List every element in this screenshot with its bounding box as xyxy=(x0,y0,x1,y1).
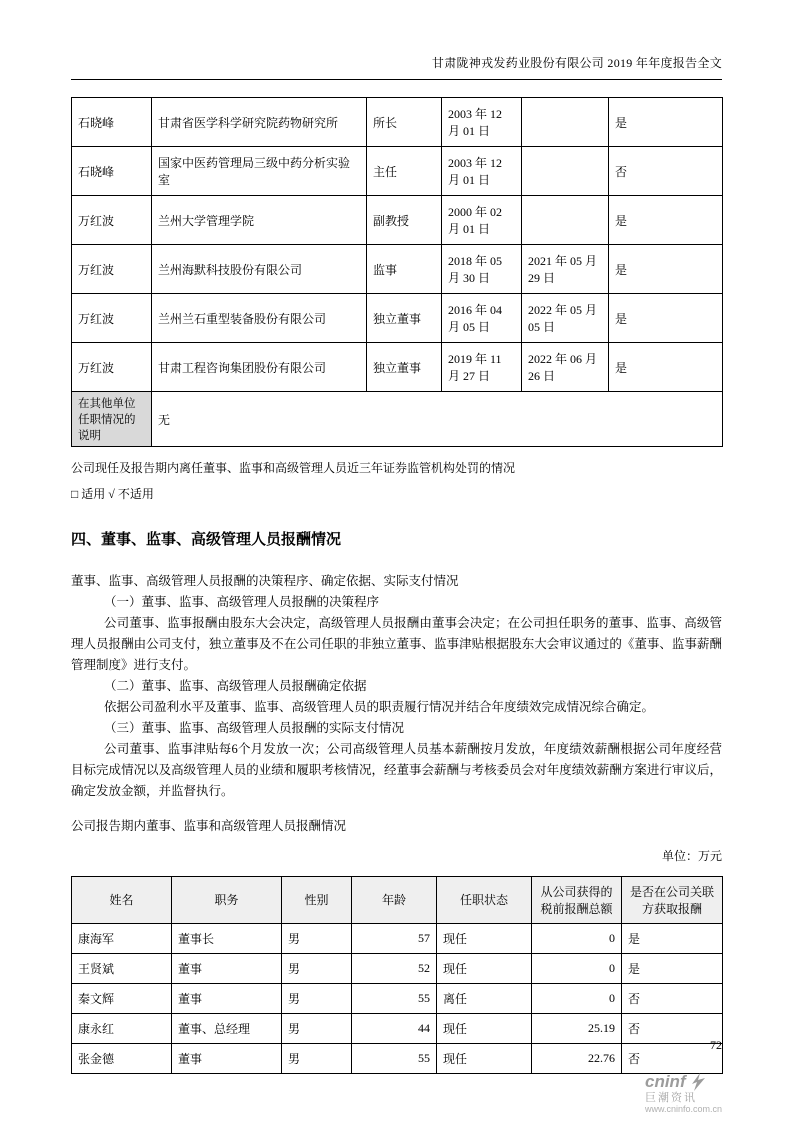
cell-name: 康永红 xyxy=(72,1013,172,1043)
table-row xyxy=(72,923,723,953)
section-heading: 四、董事、监事、高级管理人员报酬情况 xyxy=(71,532,342,548)
cell-pretax-pay: 0 xyxy=(532,983,622,1013)
cell-pretax-pay: 22.76 xyxy=(532,1043,622,1073)
cell-end-date: 2022 年 06 月 26 日 xyxy=(522,343,609,392)
report-header: 甘肃陇神戎发药业股份有限公司 2019 年年度报告全文 xyxy=(71,0,722,80)
cell-org: 甘肃工程咨询集团股份有限公司 xyxy=(152,343,367,392)
logo-lightning-icon xyxy=(690,1073,706,1091)
note-value: 无 xyxy=(152,392,723,447)
cell-end-date: 2022 年 05 月 05 日 xyxy=(522,294,609,343)
cell-name: 张金德 xyxy=(72,1043,172,1073)
cell-status: 现任 xyxy=(437,923,532,953)
unit-label: 单位：万元 xyxy=(661,848,722,863)
table-row xyxy=(72,983,723,1013)
cell-position: 董事 xyxy=(172,1043,282,1073)
cell-related-party-pay: 否 xyxy=(622,1013,723,1043)
cell-name: 万红波 xyxy=(72,245,152,294)
subitem-3-body: 公司董事、监事津贴每6个月发放一次；公司高级管理人员基本薪酬按月发放，年度绩效薪酬根据公司年度经营目标完成情况以及高级管理人员的业绩和履职考核情况，经董事会薪酬与考核委员会对年度绩效薪酬方案进行审议后，确定发放金额，并监督执行。 xyxy=(71,742,722,798)
table-row-note xyxy=(72,392,723,447)
cell-paid: 是 xyxy=(609,343,723,392)
subitem-1-body: 公司董事、监事报酬由股东大会决定，高级管理人员报酬由董事会决定；在公司担任职务的董事、监事、高级管理人员报酬由公司支付，独立董事及不在公司任职的非独立董事、监事津贴根据股东大会审议通过的《董事、监事薪酬管理制度》进行支付。 xyxy=(71,616,722,672)
cell-position: 董事 xyxy=(172,983,282,1013)
cell-age: 44 xyxy=(352,1013,437,1043)
cell-age: 55 xyxy=(352,983,437,1013)
applicable-checkline: □ 适用 √ 不适用 xyxy=(71,487,154,501)
col-header-age: 年龄 xyxy=(352,876,437,923)
cell-paid: 是 xyxy=(609,294,723,343)
compensation-table xyxy=(71,876,723,1074)
cell-name: 石晓峰 xyxy=(72,147,152,196)
section-intro: 董事、监事、高级管理人员报酬的决策程序、确定依据、实际支付情况 xyxy=(71,574,459,588)
table-row xyxy=(72,98,723,147)
cell-name: 王贤斌 xyxy=(72,953,172,983)
cell-start-date: 2018 年 05 月 30 日 xyxy=(442,245,522,294)
col-header-pretax-pay: 从公司获得的税前报酬总额 xyxy=(532,876,622,923)
cell-end-date xyxy=(522,98,609,147)
cell-status: 现任 xyxy=(437,953,532,983)
cell-position: 董事、总经理 xyxy=(172,1013,282,1043)
page-number: 72 xyxy=(710,1038,722,1052)
subitem-2-label: （二）董事、监事、高级管理人员报酬确定依据 xyxy=(104,679,367,693)
cell-title: 副教授 xyxy=(367,196,442,245)
cell-gender: 男 xyxy=(282,1043,352,1073)
cell-name: 康海军 xyxy=(72,923,172,953)
subitem-2-body: 依据公司盈利水平及董事、监事、高级管理人员的职责履行情况并结合年度绩效完成情况综合确定。 xyxy=(104,700,655,714)
cell-org: 甘肃省医学科学研究院药物研究所 xyxy=(152,98,367,147)
cell-name: 石晓峰 xyxy=(72,98,152,147)
cell-end-date: 2021 年 05 月 29 日 xyxy=(522,245,609,294)
cell-title: 监事 xyxy=(367,245,442,294)
cell-start-date: 2019 年 11 月 27 日 xyxy=(442,343,522,392)
cell-paid: 否 xyxy=(609,147,723,196)
cell-org: 兰州海默科技股份有限公司 xyxy=(152,245,367,294)
cell-start-date: 2016 年 04 月 05 日 xyxy=(442,294,522,343)
cell-status: 离任 xyxy=(437,983,532,1013)
cell-name: 万红波 xyxy=(72,196,152,245)
cell-status: 现任 xyxy=(437,1013,532,1043)
cell-gender: 男 xyxy=(282,953,352,983)
cell-age: 57 xyxy=(352,923,437,953)
col-header-related-party-pay: 是否在公司关联方获取报酬 xyxy=(622,876,723,923)
cell-paid: 是 xyxy=(609,196,723,245)
cell-org: 国家中医药管理局三级中药分析实验室 xyxy=(152,147,367,196)
logo-chinese-name: 巨潮资讯 xyxy=(645,1091,697,1104)
col-header-name: 姓名 xyxy=(72,876,172,923)
cell-title: 独立董事 xyxy=(367,343,442,392)
cell-start-date: 2003 年 12 月 01 日 xyxy=(442,98,522,147)
cell-related-party-pay: 否 xyxy=(622,1043,723,1073)
penalty-note: 公司现任及报告期内离任董事、监事和高级管理人员近三年证券监管机构处罚的情况 xyxy=(71,461,516,475)
cell-pretax-pay: 0 xyxy=(532,953,622,983)
cell-title: 所长 xyxy=(367,98,442,147)
positions-table xyxy=(71,97,723,447)
cell-paid: 是 xyxy=(609,245,723,294)
table-row xyxy=(72,1013,723,1043)
cell-end-date xyxy=(522,196,609,245)
cell-title: 独立董事 xyxy=(367,294,442,343)
cninfo-logo xyxy=(645,1072,775,1115)
table-row xyxy=(72,245,723,294)
cell-position: 董事 xyxy=(172,953,282,983)
col-header-gender: 性别 xyxy=(282,876,352,923)
logo-url: www.cninfo.com.cn xyxy=(645,1104,723,1115)
table-row xyxy=(72,953,723,983)
compensation-table-caption: 公司报告期内董事、监事和高级管理人员报酬情况 xyxy=(71,819,347,833)
subitem-3-label: （三）董事、监事、高级管理人员报酬的实际支付情况 xyxy=(104,721,405,735)
cell-org: 兰州兰石重型装备股份有限公司 xyxy=(152,294,367,343)
cell-gender: 男 xyxy=(282,983,352,1013)
cell-start-date: 2000 年 02 月 01 日 xyxy=(442,196,522,245)
table-header-row xyxy=(72,876,723,923)
page-content xyxy=(71,0,722,1074)
cell-gender: 男 xyxy=(282,923,352,953)
cell-end-date xyxy=(522,147,609,196)
cell-related-party-pay: 是 xyxy=(622,953,723,983)
table-row xyxy=(72,294,723,343)
cell-name: 万红波 xyxy=(72,343,152,392)
cell-related-party-pay: 是 xyxy=(622,923,723,953)
note-label: 在其他单位任职情况的说明 xyxy=(72,392,152,447)
cell-paid: 是 xyxy=(609,98,723,147)
cell-name: 秦文辉 xyxy=(72,983,172,1013)
cell-start-date: 2003 年 12 月 01 日 xyxy=(442,147,522,196)
table-row xyxy=(72,343,723,392)
cell-pretax-pay: 25.19 xyxy=(532,1013,622,1043)
cell-org: 兰州大学管理学院 xyxy=(152,196,367,245)
col-header-position: 职务 xyxy=(172,876,282,923)
cell-age: 55 xyxy=(352,1043,437,1073)
cell-position: 董事长 xyxy=(172,923,282,953)
cell-name: 万红波 xyxy=(72,294,152,343)
col-header-status: 任职状态 xyxy=(437,876,532,923)
cell-title: 主任 xyxy=(367,147,442,196)
subitem-1-label: （一）董事、监事、高级管理人员报酬的决策程序 xyxy=(104,595,380,609)
cell-pretax-pay: 0 xyxy=(532,923,622,953)
table-row xyxy=(72,147,723,196)
cell-related-party-pay: 否 xyxy=(622,983,723,1013)
logo-brand-text: cninf xyxy=(645,1072,686,1091)
cell-status: 现任 xyxy=(437,1043,532,1073)
cell-age: 52 xyxy=(352,953,437,983)
table-row xyxy=(72,196,723,245)
table-row xyxy=(72,1043,723,1073)
cell-gender: 男 xyxy=(282,1013,352,1043)
